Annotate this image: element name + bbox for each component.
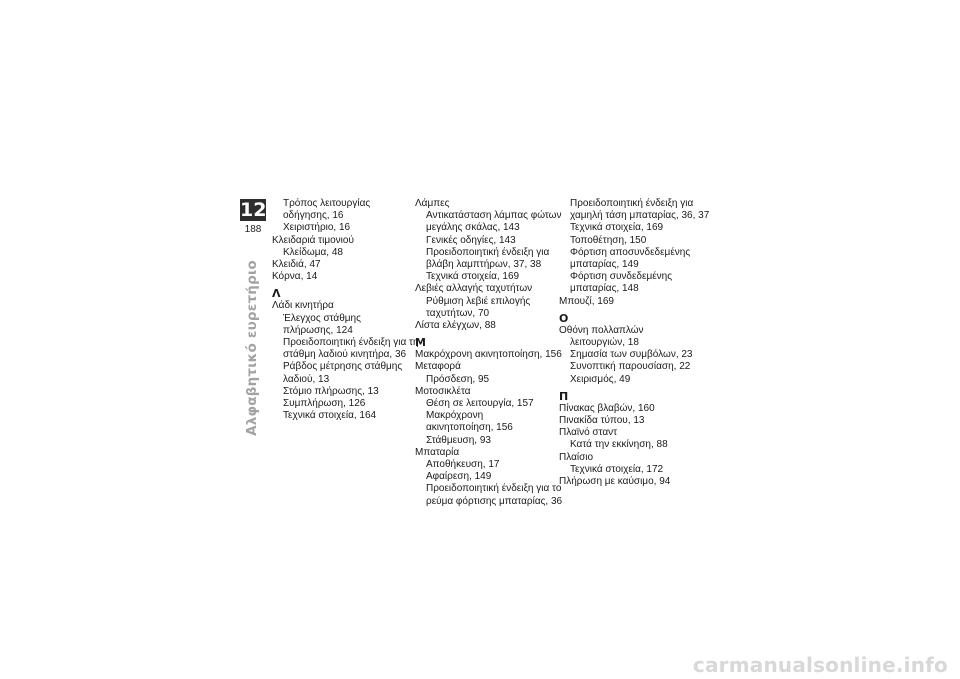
index-subentry: Προειδοποιητική ένδειξη για το xyxy=(426,483,562,495)
index-subentry: Γενικές οδηγίες, 143 xyxy=(426,234,516,246)
index-subentry: Αντικατάσταση λάμπας φώτων xyxy=(426,210,562,222)
index-subentry: Προειδοποιητική ένδειξη για τη xyxy=(283,337,419,349)
index-subentry: οδήγησης, 16 xyxy=(283,210,344,222)
index-subentry: Κλείδωμα, 48 xyxy=(283,246,343,258)
index-subentry: Τοποθέτηση, 150 xyxy=(570,234,647,246)
index-subentry: λειτουργιών, 18 xyxy=(570,337,639,349)
index-subentry: Συνοπτική παρουσίαση, 22 xyxy=(570,361,691,373)
index-section-letter: Λ xyxy=(272,287,281,301)
index-entry: Πίνακας βλαβών, 160 xyxy=(559,402,655,414)
index-section-letter: Μ xyxy=(415,336,426,350)
index-subentry: χαμηλή τάση μπαταρίας, 36, 37 xyxy=(570,210,710,222)
index-entry: Μεταφορά xyxy=(415,361,461,373)
chapter-badge: 12 xyxy=(240,199,267,221)
index-entry: Πινακίδα τύπου, 13 xyxy=(559,415,645,427)
index-subentry: Τεχνικά στοιχεία, 172 xyxy=(570,463,664,475)
index-subentry: Ράβδος μέτρησης στάθμης xyxy=(283,361,403,373)
index-subentry: Τεχνικά στοιχεία, 164 xyxy=(283,410,377,422)
index-subentry: Αφαίρεση, 149 xyxy=(426,471,492,483)
index-entry: Μοτοσικλέτα xyxy=(415,385,471,397)
index-entry: Οθόνη πολλαπλών xyxy=(559,324,644,336)
page-number: 188 xyxy=(244,224,262,235)
index-subentry: μπαταρίας, 149 xyxy=(570,259,639,271)
index-subentry: Έλεγχος στάθμης xyxy=(283,312,361,324)
index-subentry: λαδιού, 13 xyxy=(283,373,330,385)
index-column-3 xyxy=(559,198,709,488)
index-entry: Πλήρωση με καύσιμο, 94 xyxy=(559,476,671,488)
index-entry: Πλαϊνό σταντ xyxy=(559,427,618,439)
index-subentry: Στάθμευση, 93 xyxy=(426,434,491,446)
index-subentry: μπαταρίας, 148 xyxy=(570,283,639,295)
index-subentry: Αποθήκευση, 17 xyxy=(426,459,500,471)
index-entry: Λάδι κινητήρα xyxy=(272,300,334,312)
index-subentry: Τεχνικά στοιχεία, 169 xyxy=(570,222,664,234)
index-subentry: Θέση σε λειτουργία, 157 xyxy=(426,398,534,410)
index-subentry: Προειδοποιητική ένδειξη για xyxy=(570,198,694,209)
index-subentry: ρεύμα φόρτισης μπαταρίας, 36 xyxy=(426,495,563,507)
index-subentry: Μακρόχρονη xyxy=(426,410,484,422)
index-entry: Μακρόχρονη ακινητοποίηση, 156 xyxy=(415,349,562,361)
index-entry: Λίστα ελέγχων, 88 xyxy=(415,320,496,332)
index-section-letter: Ο xyxy=(559,311,569,325)
index-entry: Λάμπες xyxy=(415,198,450,209)
index-subentry: πλήρωσης, 124 xyxy=(283,324,353,336)
index-subentry: στάθμη λαδιού κινητήρα, 36 xyxy=(283,349,407,361)
index-subentry: Στόμιο πλήρωσης, 13 xyxy=(283,385,379,397)
index-subentry: Τεχνικά στοιχεία, 169 xyxy=(426,271,520,283)
index-column-2 xyxy=(415,198,565,508)
index-subentry: Φόρτιση συνδεδεμένης xyxy=(570,271,673,283)
index-entry: Κλειδαριά τιμονιού xyxy=(272,234,354,246)
index-subentry: Φόρτιση αποσυνδεδεμένης xyxy=(570,246,691,258)
index-subentry: Τρόπος λειτουργίας xyxy=(283,198,371,209)
index-subentry: Προειδοποιητική ένδειξη για xyxy=(426,246,550,258)
index-subentry: Σημασία των συμβόλων, 23 xyxy=(570,349,693,361)
index-section-letter: Π xyxy=(559,389,569,403)
index-entry: Μπαταρία xyxy=(415,446,460,458)
index-subentry: Χειριστήριο, 16 xyxy=(283,222,351,234)
index-subentry: Χειρισμός, 49 xyxy=(570,373,631,385)
index-column-1 xyxy=(272,198,422,422)
index-subentry: μεγάλης σκάλας, 143 xyxy=(426,222,520,234)
index-entry: Λεβιές αλλαγής ταχυτήτων xyxy=(415,283,533,295)
index-subentry: ακινητοποίηση, 156 xyxy=(426,422,513,434)
index-subentry: Πρόσδεση, 95 xyxy=(426,373,490,385)
index-subentry: βλάβη λαμπτήρων, 37, 38 xyxy=(426,259,542,271)
index-entry: Κλειδιά, 47 xyxy=(272,259,321,271)
watermark: carmanualsonline.info xyxy=(692,653,948,677)
side-title: Αλφαβητικό ευρετήριο xyxy=(244,260,260,436)
index-subentry: Ρύθμιση λεβιέ επιλογής xyxy=(426,295,531,307)
index-entry: Κόρνα, 14 xyxy=(272,271,318,283)
index-subentry: Συμπλήρωση, 126 xyxy=(283,398,366,410)
index-subentry: Κατά την εκκίνηση, 88 xyxy=(570,439,668,451)
index-subentry: ταχυτήτων, 70 xyxy=(426,307,490,319)
index-entry: Μπουζί, 169 xyxy=(559,295,614,307)
index-entry: Πλαίσιο xyxy=(559,451,594,463)
